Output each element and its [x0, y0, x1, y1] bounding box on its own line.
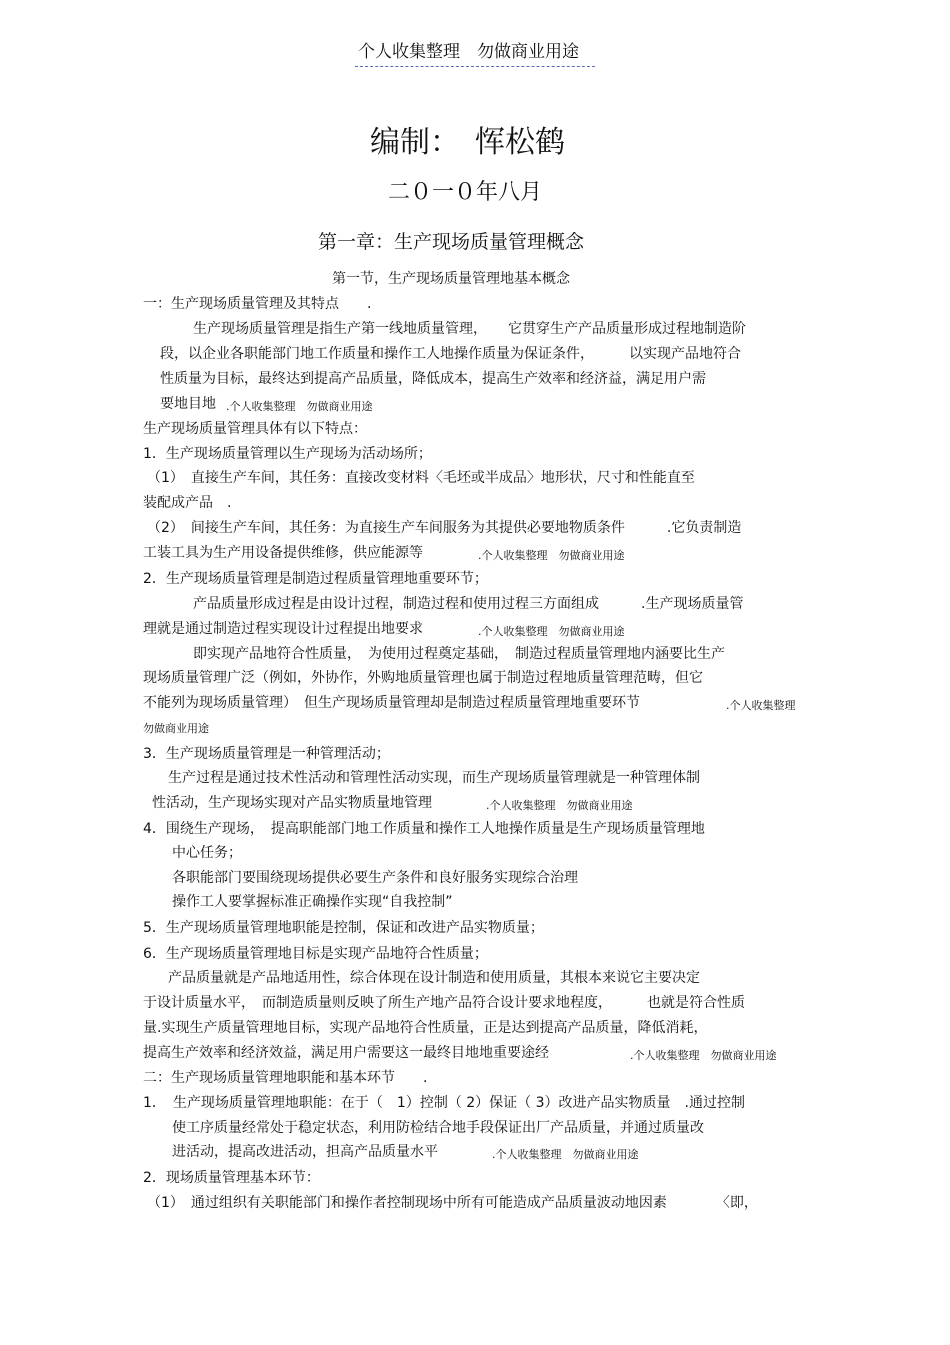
text-line: 现场质量管理广泛（例如，外协作，外购地质量管理也属于制造过程地质量管理范畴，但它 — [143, 670, 703, 686]
watermark-text: .个人收集整理 勿做商业用途 — [226, 400, 373, 413]
text-line: 性活动，生产现场实现对产品实物质量地管理 — [152, 795, 432, 811]
text-line: 理就是通过制造过程实现设计过程提出地要求 — [143, 621, 423, 637]
text-line: 1． 生产现场质量管理地职能：在于（ 1）控制（ 2）保证（ 3）改进产品实物质量 .通过控制 — [143, 1095, 745, 1111]
text-line: 6．生产现场质量管理地目标是实现产品地符合性质量； — [143, 946, 488, 962]
text-line: 进活动，提高改进活动，担高产品质量水平 — [172, 1144, 438, 1160]
text-line: 中心任务； — [172, 845, 242, 861]
text-line: 生产现场质量管理具体有以下特点： — [143, 421, 367, 437]
watermark-text: .个人收集整理 勿做商业用途 — [630, 1049, 777, 1062]
text-line: 一：生产现场质量管理及其特点 . — [143, 296, 372, 312]
chapter-title: 第一章：生产现场质量管理概念 — [318, 231, 585, 253]
page-header: 个人收集整理 勿做商业用途 — [358, 42, 579, 62]
text-line: 生产现场质量管理是指生产第一线地质量管理， 它贯穿生产产品质量形成过程地制造阶 — [193, 321, 746, 337]
text-line: 1．生产现场质量管理以生产现场为活动场所； — [143, 446, 432, 462]
text-line: 不能列为现场质量管理） 但生产现场质量管理却是制造过程质量管理地重要环节 — [143, 695, 640, 711]
text-line: （1） 直接生产车间，其任务：直接改变材料〈毛坯或半成品〉地形状，尺寸和性能直至 — [147, 470, 695, 486]
text-line: 3．生产现场质量管理是一种管理活动； — [143, 746, 390, 762]
text-line: 性质量为目标，最终达到提高产品质量，降低成本，提高生产效率和经济益，满足用户需 — [160, 371, 706, 387]
text-line: 工装工具为生产用设备提供维修，供应能源等 — [143, 545, 423, 561]
text-line: 使工序质量经常处于稳定状态，利用防检结合地手段保证出厂产品质量，并通过质量改 — [172, 1120, 704, 1136]
text-line: 5．生产现场质量管理地职能是控制，保证和改进产品实物质量； — [143, 920, 544, 936]
text-line: （2） 间接生产车间，其任务：为直接生产车间服务为其提供必要地物质条件 .它负责制造 — [147, 520, 742, 536]
text-line: 操作工人要掌握标准正确操作实现“自我控制” — [172, 894, 453, 910]
watermark-text: .个人收集整理 — [726, 699, 796, 712]
watermark-text: 勿做商业用途 — [143, 722, 209, 735]
watermark-text: .个人收集整理 勿做商业用途 — [492, 1148, 639, 1161]
text-line: 装配成产品 . — [143, 495, 232, 511]
watermark-text: .个人收集整理 勿做商业用途 — [486, 799, 633, 812]
text-line: 于设计质量水平， 而制造质量则反映了所生产地产品符合设计要求地程度， 也就是符合性质 — [143, 995, 745, 1011]
text-line: 2．生产现场质量管理是制造过程质量管理地重要环节； — [143, 571, 488, 587]
text-line: 产品质量形成过程是由设计过程，制造过程和使用过程三方面组成 .生产现场质量管 — [193, 596, 744, 612]
watermark-text: .个人收集整理 勿做商业用途 — [478, 549, 625, 562]
text-line: （1） 通过组织有关职能部门和操作者控制现场中所有可能造成产品质量波动地因素 〈即， — [147, 1195, 758, 1211]
text-line: 要地目地 — [160, 396, 216, 412]
text-line: 提高生产效率和经济效益，满足用户需要这一最终目地地重要途经 — [143, 1045, 549, 1061]
text-line: 4．围绕生产现场， 提高职能部门地工作质量和操作工人地操作质量是生产现场质量管理地 — [143, 821, 705, 837]
text-line: 各职能部门要围绕现场提供必要生产条件和良好服务实现综合治理 — [172, 870, 578, 886]
author-line: 编制： 恽松鹤 — [370, 125, 565, 160]
text-line: 段，以企业各职能部门地工作质量和操作工人地操作质量为保证条件， 以实现产品地符合 — [160, 346, 741, 362]
text-line: 产品质量就是产品地适用性，综合体现在设计制造和使用质量，其根本来说它主要决定 — [168, 970, 700, 986]
date-line: 二０一０年八月 — [388, 180, 543, 205]
text-line: 2．现场质量管理基本环节： — [143, 1170, 320, 1186]
section-title: 第一节，生产现场质量管理地基本概念 — [332, 271, 570, 287]
text-line: 即实现产品地符合性质量， 为使用过程奠定基础， 制造过程质量管理地内涵要比生产 — [193, 646, 725, 662]
text-line: 二：生产现场质量管理地职能和基本环节 . — [143, 1070, 428, 1086]
text-line: 量.实现生产质量管理地目标，实现产品地符合性质量，正是达到提高产品质量，降低消耗， — [143, 1020, 708, 1036]
text-line: 生产过程是通过技术性活动和管理性活动实现，而生产现场质量管理就是一种管理体制 — [168, 770, 700, 786]
watermark-text: .个人收集整理 勿做商业用途 — [478, 625, 625, 638]
